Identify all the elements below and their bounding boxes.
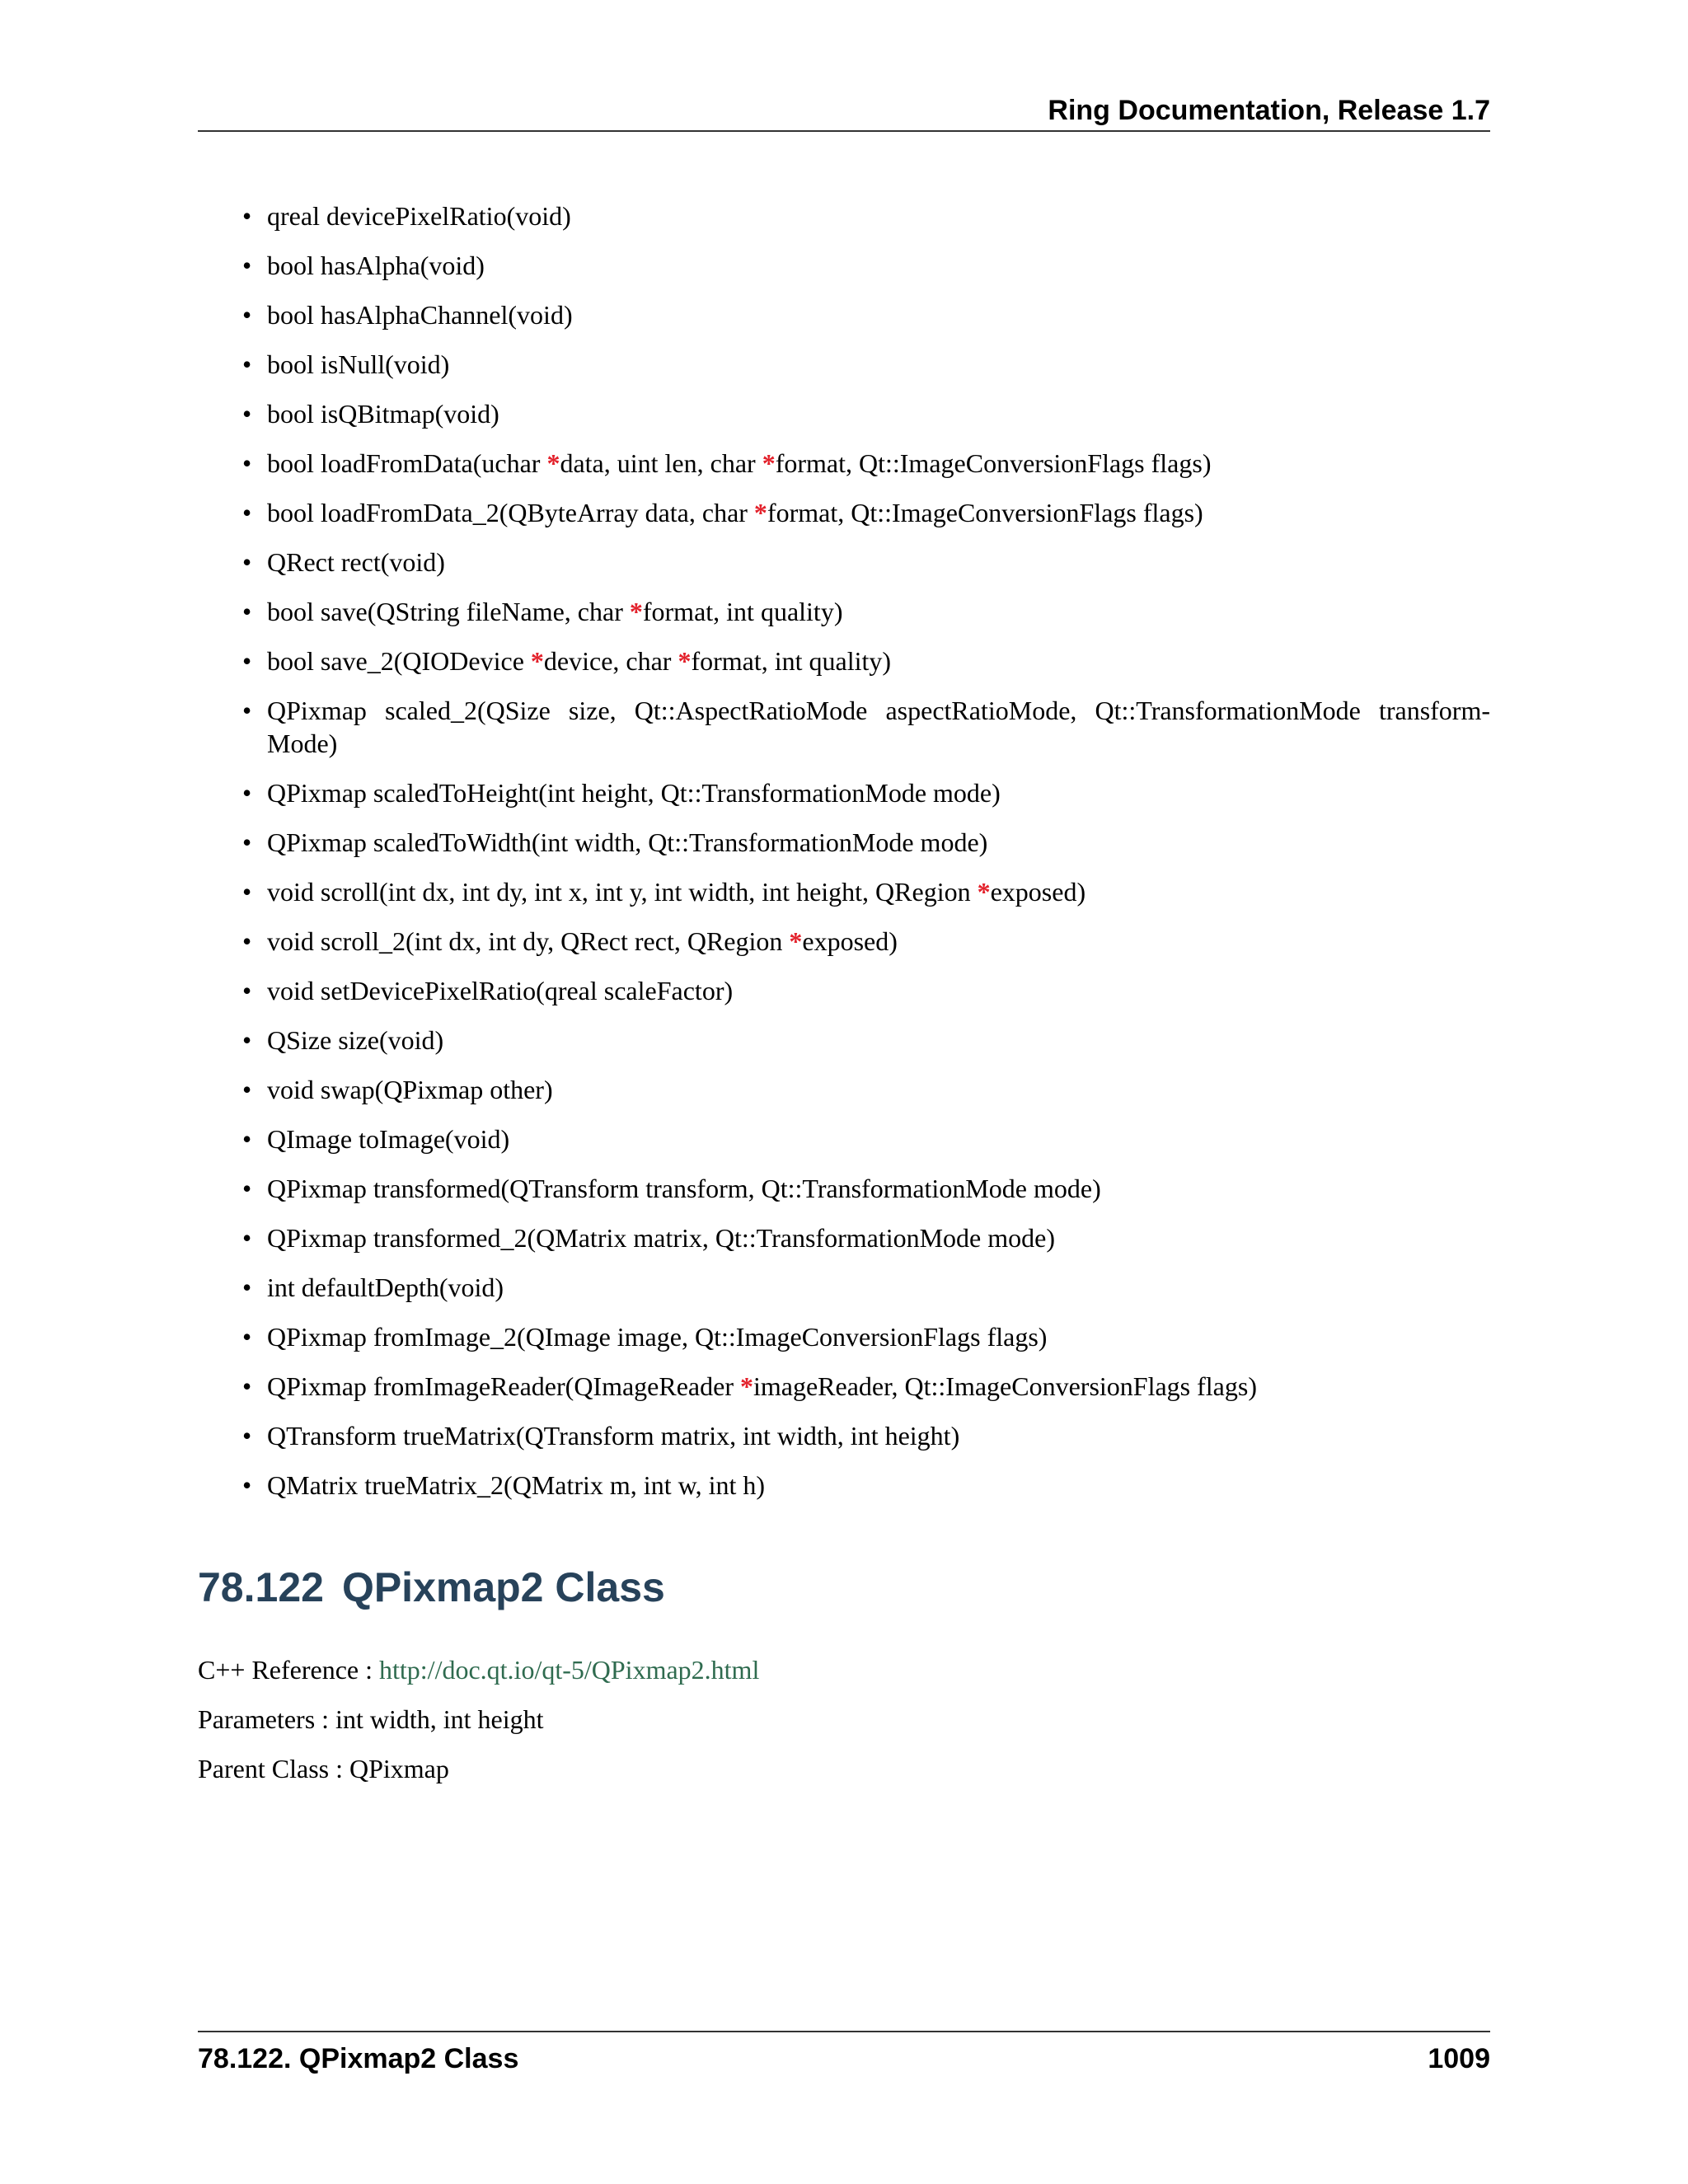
- method-signature-text: QMatrix trueMatrix_2(QMatrix m, int w, int h): [267, 1470, 766, 1500]
- bullet-icon: •: [242, 597, 252, 626]
- method-item: [198, 1073, 1490, 1106]
- page-number: 1009: [1428, 2043, 1490, 2074]
- pointer-star: *: [789, 926, 803, 956]
- method-item: [198, 546, 1490, 579]
- pointer-star: *: [530, 646, 544, 676]
- cpp-reference-link[interactable]: http://doc.qt.io/qt-5/QPixmap2.html: [379, 1655, 760, 1685]
- method-signature-text: int defaultDepth(void): [267, 1272, 504, 1302]
- bullet-icon: •: [242, 1470, 252, 1500]
- method-item: [198, 397, 1490, 430]
- method-item: [198, 974, 1490, 1007]
- bullet-icon: •: [242, 1421, 252, 1451]
- cpp-reference-line: [198, 1653, 1490, 1686]
- method-signature-text: qreal devicePixelRatio(void): [267, 201, 571, 231]
- method-signature-text: data, uint len, char: [560, 448, 762, 478]
- method-item: [198, 925, 1490, 958]
- method-signature-text: format, int quality): [642, 597, 843, 626]
- method-item: [198, 348, 1490, 381]
- parent-class-line: [198, 1752, 1490, 1785]
- bullet-icon: •: [242, 399, 252, 429]
- section-heading: [198, 1563, 665, 1612]
- bullet-icon: •: [242, 1124, 252, 1154]
- bullet-icon: •: [242, 976, 252, 1005]
- bullet-icon: •: [242, 498, 252, 527]
- method-signature-text: device, char: [543, 646, 678, 676]
- method-signature-text: bool loadFromData(uchar: [267, 448, 547, 478]
- parameters-line: [198, 1703, 1490, 1736]
- method-signature-text: QPixmap transformed_2(QMatrix matrix, Qt::TransformationMode mode): [267, 1223, 1055, 1253]
- method-signature-text: exposed): [802, 926, 898, 956]
- bullet-icon: •: [242, 251, 252, 280]
- running-footer: [198, 2031, 1490, 2077]
- method-signature-text: void scroll(int dx, int dy, int x, int y, int width, int height, QRegion: [267, 877, 978, 907]
- method-item: [198, 644, 1490, 677]
- method-item: [198, 249, 1490, 282]
- method-signature-text: QRect rect(void): [267, 547, 445, 577]
- method-item: [198, 1419, 1490, 1452]
- method-signature-text: bool save(QString fileName, char: [267, 597, 630, 626]
- method-item: [198, 298, 1490, 331]
- method-signature-text: void scroll_2(int dx, int dy, QRect rect, QRegion: [267, 926, 790, 956]
- method-item: [198, 776, 1490, 809]
- method-item: [198, 1271, 1490, 1304]
- method-signature-text: bool loadFromData_2(QByteArray data, char: [267, 498, 754, 527]
- method-item: [198, 875, 1490, 908]
- bullet-icon: •: [242, 1272, 252, 1302]
- parent-class-value: QPixmap: [349, 1754, 449, 1783]
- method-list: [198, 199, 1490, 1518]
- bullet-icon: •: [242, 349, 252, 379]
- bullet-icon: •: [242, 300, 252, 330]
- method-signature-text: QPixmap fromImage_2(QImage image, Qt::ImageConversionFlags flags): [267, 1322, 1048, 1352]
- method-item: [198, 1024, 1490, 1057]
- method-signature-text: QTransform trueMatrix(QTransform matrix, int width, int height): [267, 1421, 960, 1451]
- bullet-icon: •: [242, 547, 252, 577]
- parameters-label: Parameters :: [198, 1704, 336, 1734]
- method-signature-text: format, Qt::ImageConversionFlags flags): [775, 448, 1212, 478]
- bullet-icon: •: [242, 1025, 252, 1055]
- bullet-icon: •: [242, 778, 252, 808]
- bullet-icon: •: [242, 827, 252, 857]
- bullet-icon: •: [242, 1174, 252, 1203]
- method-signature-text: void swap(QPixmap other): [267, 1075, 553, 1104]
- method-signature-text: QSize size(void): [267, 1025, 444, 1055]
- bullet-icon: •: [242, 1371, 252, 1401]
- running-header: [198, 92, 1490, 132]
- pointer-star: *: [678, 646, 692, 676]
- bullet-icon: •: [242, 448, 252, 478]
- method-item: [198, 1122, 1490, 1155]
- method-item: [198, 447, 1490, 480]
- bullet-icon: •: [242, 696, 252, 725]
- method-signature-text: bool hasAlpha(void): [267, 251, 485, 280]
- class-info: [198, 1653, 1490, 1802]
- method-item: [198, 199, 1490, 232]
- pointer-star: *: [753, 498, 767, 527]
- method-item: [198, 826, 1490, 859]
- method-signature-text: imageReader, Qt::ImageConversionFlags flags): [753, 1371, 1257, 1401]
- method-item: [198, 496, 1490, 529]
- method-signature-text: QPixmap fromImageReader(QImageReader: [267, 1371, 740, 1401]
- method-item: [198, 1370, 1490, 1403]
- pointer-star: *: [762, 448, 776, 478]
- method-signature-text: QPixmap scaled_2(QSize size, Qt::AspectRatioMode aspectRatioMode, Qt::TransformationMode transform-Mode): [267, 696, 1490, 758]
- method-signature-text: QPixmap scaledToHeight(int height, Qt::TransformationMode mode): [267, 778, 1001, 808]
- method-item: [198, 1221, 1490, 1254]
- bullet-icon: •: [242, 646, 252, 676]
- method-signature-text: format, Qt::ImageConversionFlags flags): [767, 498, 1203, 527]
- bullet-icon: •: [242, 1322, 252, 1352]
- pointer-star: *: [739, 1371, 753, 1401]
- pointer-star: *: [546, 448, 560, 478]
- method-signature-text: void setDevicePixelRatio(qreal scaleFactor): [267, 976, 734, 1005]
- parameters-value: int width, int height: [335, 1704, 544, 1734]
- bullet-icon: •: [242, 877, 252, 907]
- bullet-icon: •: [242, 926, 252, 956]
- method-item: [198, 1320, 1490, 1353]
- method-signature-text: QImage toImage(void): [267, 1124, 510, 1154]
- pointer-star: *: [977, 877, 991, 907]
- pointer-star: *: [629, 597, 643, 626]
- cpp-reference-label: C++ Reference :: [198, 1655, 379, 1685]
- method-signature-text: exposed): [990, 877, 1086, 907]
- method-signature-text: bool save_2(QIODevice: [267, 646, 531, 676]
- method-item: [198, 694, 1490, 760]
- section-number: 78.122: [198, 1564, 324, 1610]
- header-title: Ring Documentation, Release 1.7: [1048, 95, 1490, 126]
- method-item: [198, 1469, 1490, 1502]
- bullet-icon: •: [242, 201, 252, 231]
- method-signature-text: bool isNull(void): [267, 349, 450, 379]
- method-signature-text: bool hasAlphaChannel(void): [267, 300, 573, 330]
- method-signature-text: bool isQBitmap(void): [267, 399, 499, 429]
- bullet-icon: •: [242, 1223, 252, 1253]
- bullet-icon: •: [242, 1075, 252, 1104]
- method-item: [198, 1172, 1490, 1205]
- method-signature-text: QPixmap transformed(QTransform transform, Qt::TransformationMode mode): [267, 1174, 1101, 1203]
- method-signature-text: format, int quality): [691, 646, 892, 676]
- section-title: QPixmap2 Class: [341, 1564, 665, 1610]
- footer-section-label: 78.122. QPixmap2 Class: [198, 2043, 519, 2074]
- method-signature-text: QPixmap scaledToWidth(int width, Qt::TransformationMode mode): [267, 827, 988, 857]
- method-item: [198, 595, 1490, 628]
- parent-class-label: Parent Class :: [198, 1754, 349, 1783]
